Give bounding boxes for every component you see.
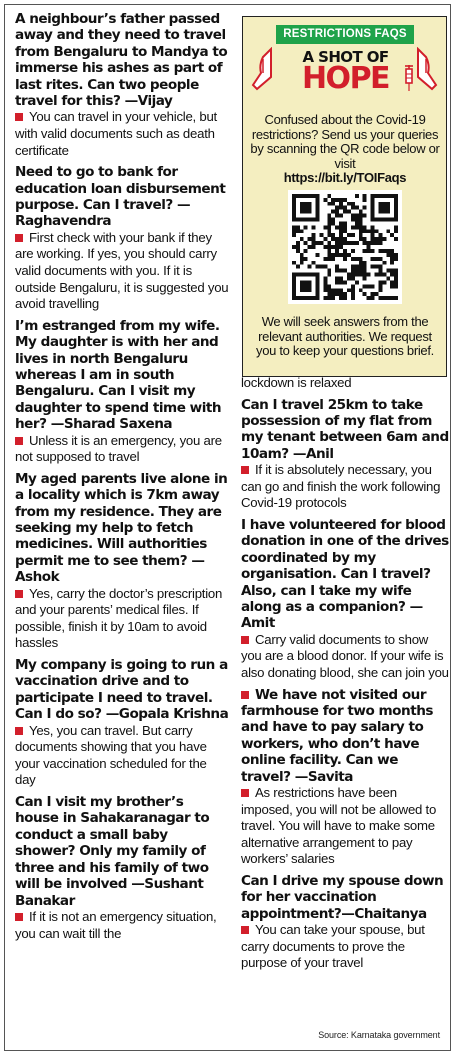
answer (15, 586, 229, 652)
left-column (15, 11, 229, 947)
answer (15, 109, 229, 159)
bullet-square-icon (15, 913, 23, 921)
right-column (241, 375, 451, 977)
bullet-square-icon (15, 590, 23, 598)
faq-intro-text: Confused about the Covid-19 restrictions? Send us your queries by scanning the QR code below or visit (250, 112, 440, 171)
question: I’m estranged from my wife. My daughter is with her and lives in north Bengaluru whereas I am in south Bengaluru. Can I visit my daughter to spend time with her? —Sharad Saxena (15, 317, 222, 433)
bullet-square-icon (241, 691, 249, 699)
question-text: We have not visited our farmhouse for two months and have to pay salary to workers, who don’t have online facility. Can we travel? —Savita (241, 686, 433, 785)
faq-entry (15, 164, 229, 313)
answer-text: You can travel in your vehicle, but with valid documents such as death certificate (15, 109, 217, 158)
answer-text: Yes, you can travel. But carry documents showing that you have your vaccination scheduled for the day (15, 722, 207, 788)
question: Need to go to bank for education loan disbursement purpose. Can I travel? —Raghavendra (15, 164, 226, 230)
answer-text: If it is not an emergency situation, you can wait till the (15, 908, 217, 941)
faq-entry (15, 657, 229, 789)
answer (15, 433, 229, 466)
syringe-icon (400, 65, 418, 91)
answer-text: You can take your spouse, but carry documents to prove the purpose of your travel (241, 922, 425, 971)
answer-continuation: lockdown is relaxed (241, 375, 352, 390)
answer-text: First check with your bank if they are working. If yes, you should carry valid documents with you. If it is outside Bengaluru, it is suggested you avoid travelling (15, 229, 229, 312)
headline-big: HOPE (301, 61, 390, 96)
bullet-square-icon (15, 113, 23, 121)
question: Can I visit my brother’s house in Sahakaranagar to conduct a small baby shower? Only my family of three and his family of two will be involved —Sushant Banakar (15, 794, 210, 909)
faq-footer: We will seek answers from the relevant authorities. We request you to keep your questions brief. (256, 314, 434, 358)
question (241, 687, 451, 785)
question: I have volunteered for blood donation in one of the drives coordinated by my organisation. Can I travel? Also, can I take my wife along as a companion? —Amit (241, 517, 449, 632)
bullet-square-icon (241, 926, 249, 934)
faq-url-link[interactable]: https://bit.ly/TOIFaqs (283, 170, 407, 185)
faq-entry (241, 397, 451, 512)
answer (15, 909, 229, 942)
question: My company is going to run a vaccination drive and to participate I need to travel. Can I do so? —Gopala Krishna (15, 657, 229, 723)
answer (15, 230, 229, 313)
answer (15, 723, 229, 789)
answer-text: Yes, carry the doctor’s prescription and your parents’ medical files. If possible, finish it by 10am to avoid hassles (15, 585, 223, 651)
answer (241, 632, 451, 682)
answer-text: If it is absolutely necessary, you can go and finish the work following Covid-19 protocols (241, 462, 441, 511)
faq-entry (241, 687, 451, 868)
faq-entry (15, 11, 229, 159)
faq-entry (241, 517, 451, 682)
bullet-square-icon (15, 437, 23, 445)
bullet-square-icon (15, 234, 23, 242)
faq-entry (15, 471, 229, 652)
question: My aged parents live alone in a locality which is 7km away from my residence. They are seeking my help to fetch medicines. Will authorities permit me to see them? —Ashok (15, 470, 228, 586)
answer (241, 922, 451, 972)
bullet-square-icon (241, 789, 249, 797)
faq-promo-box (242, 16, 447, 377)
praying-hands-icon (251, 47, 275, 91)
question: A neighbour’s father passed away and they need to travel from Bengaluru to Mandya to immerse his ashes as part of last rites. Can two people travel for this? —Vijay (15, 11, 228, 110)
bullet-square-icon (241, 466, 249, 474)
source-credit: Source: Karnataka government (318, 1030, 440, 1040)
bullet-square-icon (241, 636, 249, 644)
faq-intro (249, 113, 441, 186)
faq-entry (15, 794, 229, 942)
answer (241, 785, 451, 868)
answer-text: Unless it is an emergency, you are not supposed to travel (15, 432, 222, 465)
faq-entry (241, 873, 451, 972)
bullet-square-icon (15, 727, 23, 735)
question: Can I drive my spouse down for her vaccination appointment?—Chaitanya (241, 873, 444, 922)
answer-text: Carry valid documents to show you are a blood donor. If your wife is also donating blood, she can join you (241, 631, 449, 681)
faq-entry (15, 318, 229, 466)
article-frame (4, 4, 451, 1051)
headline-small: A SHOT OF (302, 48, 389, 66)
answer-text: As restrictions have been imposed, you will not be allowed to travel. You will have to make some alternative arrangement to pay workers’ salaries (241, 785, 437, 867)
answer (241, 462, 451, 512)
question: Can I travel 25km to take possession of my flat from my tenant between 6am and 10am? —Anil (241, 396, 449, 462)
qr-code-icon[interactable] (288, 190, 402, 304)
faq-tag: RESTRICTIONS FAQS (276, 25, 414, 44)
